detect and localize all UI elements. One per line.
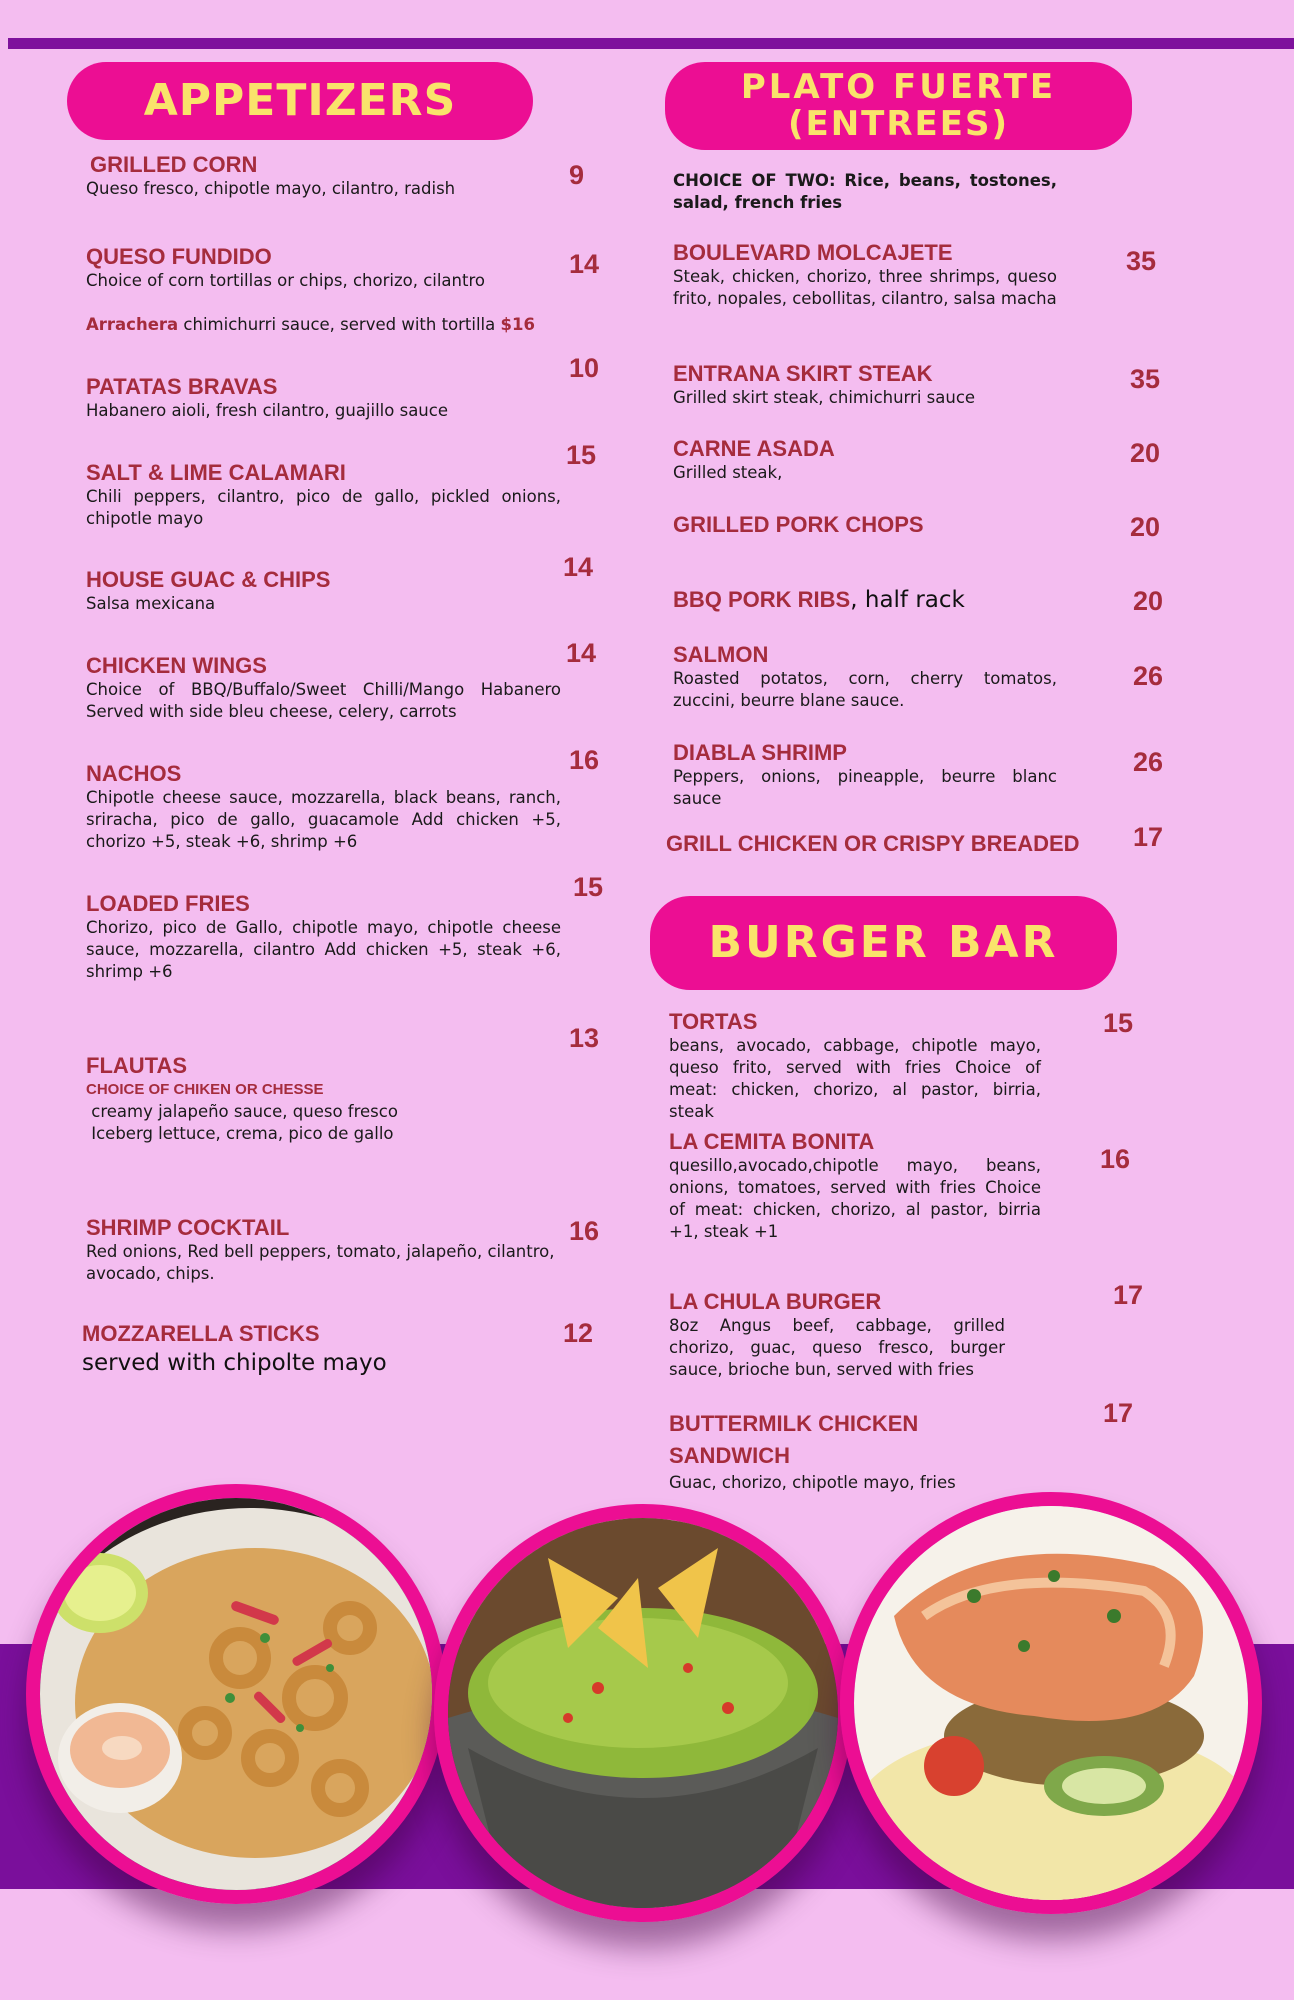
- menu-item-carne-asada: [673, 435, 1073, 484]
- item-description: Steak, chicken, chorizo, three shrimps, queso frito, nopales, cebollitas, cilantro, salsa macha: [673, 267, 1057, 308]
- item-description: Choice of BBQ/Buffalo/Sweet Chilli/Mango Habanero Served with side bleu cheese, celery, carrots: [86, 680, 561, 721]
- item-name: MOZZARELLA STICKS: [82, 1321, 320, 1346]
- menu-item-salmon: [673, 641, 1057, 712]
- item-description: Habanero aioli, fresh cilantro, guajillo sauce: [86, 401, 448, 420]
- item-description: Chorizo, pico de Gallo, chipotle mayo, chipotle cheese sauce, mozzarella, cilantro Add chicken +5, steak +6, shrimp +6: [86, 918, 561, 981]
- item-note: , half rack: [850, 587, 965, 613]
- item-price: 17: [1133, 822, 1164, 852]
- salmon-photo: [840, 1492, 1262, 1914]
- item-description: Salsa mexicana: [86, 594, 216, 613]
- entrees-title-line1: PLATO FUERTE: [740, 66, 1057, 107]
- item-price: 14: [569, 249, 600, 279]
- item-name: QUESO FUNDIDO: [86, 244, 272, 269]
- item-name: BOULEVARD MOLCAJETE: [673, 240, 953, 265]
- item-description: 8oz Angus beef, cabbage, grilled chorizo, guac, queso fresco, burger sauce, brioche bun, served with fries: [669, 1316, 1005, 1379]
- entrees-sides-note: CHOICE OF TWO: Rice, beans, tostones, salad, french fries: [673, 171, 1057, 212]
- menu-item-buttermilk-chicken-sandwich: [669, 1408, 1041, 1494]
- item-description: Chili peppers, cilantro, pico de gallo, pickled onions, chipotle mayo: [86, 487, 561, 528]
- item-description: Roasted potatos, corn, cherry tomatos, zuccini, beurre blane sauce.: [673, 669, 1057, 710]
- item-price: 15: [1103, 1008, 1134, 1038]
- item-description: Peppers, onions, pineapple, beurre blanc sauce: [673, 767, 1057, 808]
- item-name: GRILL CHICKEN OR CRISPY BREADED: [666, 831, 1080, 856]
- addon-name: Arrachera: [86, 315, 179, 334]
- item-name: DIABLA SHRIMP: [673, 740, 847, 765]
- item-name: TORTAS: [669, 1009, 758, 1034]
- menu-item-la-chula-burger: [669, 1288, 1005, 1381]
- item-price: 14: [563, 552, 594, 582]
- item-description: Grilled steak,: [673, 463, 783, 482]
- addon-price: $16: [500, 315, 535, 334]
- item-description: Guac, chorizo, chipotle mayo, fries: [669, 1473, 956, 1492]
- item-price: 16: [1100, 1144, 1131, 1174]
- menu-item-patatas-bravas: [86, 373, 566, 422]
- item-price: 15: [573, 872, 604, 902]
- item-name: SANDWICH: [669, 1443, 790, 1468]
- item-description: served with chipolte mayo: [82, 1350, 387, 1376]
- item-name: CARNE ASADA: [673, 436, 835, 461]
- menu-item-mozzarella-sticks: [82, 1320, 562, 1379]
- item-description: Grilled skirt steak, chimichurri sauce: [673, 388, 976, 407]
- item-name: PATATAS BRAVAS: [86, 374, 278, 399]
- item-price: 17: [1113, 1280, 1144, 1310]
- menu-item-grill-chicken: [666, 830, 1116, 857]
- item-price: 26: [1133, 747, 1164, 777]
- top-stripe: [8, 38, 1294, 49]
- menu-item-bbq-pork-ribs: [673, 586, 1093, 613]
- item-name: CHICKEN WINGS: [86, 653, 267, 678]
- menu-item-flautas: [86, 1052, 566, 1145]
- item-price: 35: [1130, 364, 1161, 394]
- item-price: 17: [1103, 1398, 1134, 1428]
- item-name: LA CHULA BURGER: [669, 1289, 882, 1314]
- burger-bar-title: BURGER BAR: [708, 916, 1059, 968]
- entrees-header: [665, 62, 1132, 150]
- item-name: FLAUTAS: [86, 1053, 188, 1078]
- item-description: Choice of corn tortillas or chips, chorizo, cilantro: [86, 271, 485, 290]
- item-price: 20: [1130, 438, 1161, 468]
- calamari-illustration: [40, 1498, 432, 1890]
- menu-item-boulevard-molcajete: [673, 239, 1057, 310]
- item-price: 35: [1126, 246, 1157, 276]
- item-name: GRILLED CORN: [90, 152, 258, 177]
- item-price: 14: [566, 638, 597, 668]
- item-name: HOUSE GUAC & CHIPS: [86, 567, 331, 592]
- guacamole-illustration: [448, 1518, 838, 1908]
- menu-item-grilled-pork-chops: [673, 511, 1073, 538]
- item-price: 26: [1133, 661, 1164, 691]
- menu-item-diabla-shrimp: [673, 739, 1057, 810]
- item-price: 10: [569, 353, 600, 383]
- item-description: creamy jalapeño sauce, queso fresco: [86, 1102, 398, 1121]
- item-price: 13: [569, 1023, 600, 1053]
- item-name: LOADED FRIES: [86, 891, 250, 916]
- item-addon: [86, 314, 566, 336]
- item-name: BBQ PORK RIBS: [673, 587, 851, 612]
- menu-item-loaded-fries: [86, 890, 561, 983]
- item-description: quesillo,avocado,chipotle mayo, beans, onions, tomatoes, served with fries Choice of meat: chicken, chorizo, al pastor, birria +1, steak +1: [669, 1156, 1041, 1241]
- menu-item-entrana-skirt-steak: [673, 360, 1073, 409]
- item-description: Iceberg lettuce, crema, pico de gallo: [86, 1124, 394, 1143]
- item-price: 16: [569, 1216, 600, 1246]
- menu-item-house-guac: [86, 566, 566, 615]
- item-description: Queso fresco, chipotle mayo, cilantro, radish: [86, 179, 456, 198]
- menu-item-la-cemita-bonita: [669, 1128, 1041, 1243]
- item-price: 20: [1130, 512, 1161, 542]
- menu-item-shrimp-cocktail: [86, 1214, 561, 1285]
- salmon-illustration: [854, 1506, 1248, 1900]
- item-price: 12: [563, 1318, 594, 1348]
- item-name: SALMON: [673, 642, 769, 667]
- item-price: 16: [569, 745, 600, 775]
- item-price: 15: [566, 440, 597, 470]
- item-description: beans, avocado, cabbage, chipotle mayo, queso frito, served with fries Choice of meat: chicken, chorizo, al pastor, birria, steak: [669, 1036, 1041, 1121]
- entrees-title-line2: (ENTREES): [787, 104, 1010, 144]
- menu-item-tortas: [669, 1008, 1041, 1123]
- item-name: SHRIMP COCKTAIL: [86, 1215, 290, 1240]
- appetizers-title: APPETIZERS: [143, 74, 457, 126]
- menu-item-grilled-corn: [86, 151, 566, 200]
- addon-description: chimichurri sauce, served with tortilla: [178, 315, 501, 334]
- burger-bar-header: [650, 896, 1117, 990]
- item-description: Red onions, Red bell peppers, tomato, jalapeño, cilantro, avocado, chips.: [86, 1242, 555, 1283]
- item-name: NACHOS: [86, 761, 182, 786]
- menu-item-nachos: [86, 760, 561, 853]
- item-name: LA CEMITA BONITA: [669, 1129, 875, 1154]
- guacamole-photo: [434, 1504, 852, 1922]
- menu-item-chicken-wings: [86, 652, 561, 723]
- item-name: SALT & LIME CALAMARI: [86, 460, 346, 485]
- item-choice: CHOICE OF CHIKEN OR CHESSE: [86, 1081, 324, 1098]
- item-description: Chipotle cheese sauce, mozzarella, black beans, ranch, sriracha, pico de gallo, guacamole Add chicken +5, chorizo +5, steak +6, shrimp +6: [86, 788, 561, 851]
- appetizers-header: [67, 62, 533, 140]
- item-price: 20: [1133, 586, 1164, 616]
- item-name: GRILLED PORK CHOPS: [673, 512, 924, 537]
- item-price: 9: [569, 160, 585, 190]
- item-name: ENTRANA SKIRT STEAK: [673, 361, 933, 386]
- menu-item-calamari: [86, 459, 561, 530]
- item-name: BUTTERMILK CHICKEN: [669, 1411, 919, 1436]
- calamari-photo: [26, 1484, 446, 1904]
- menu-item-queso-fundido: [86, 243, 566, 336]
